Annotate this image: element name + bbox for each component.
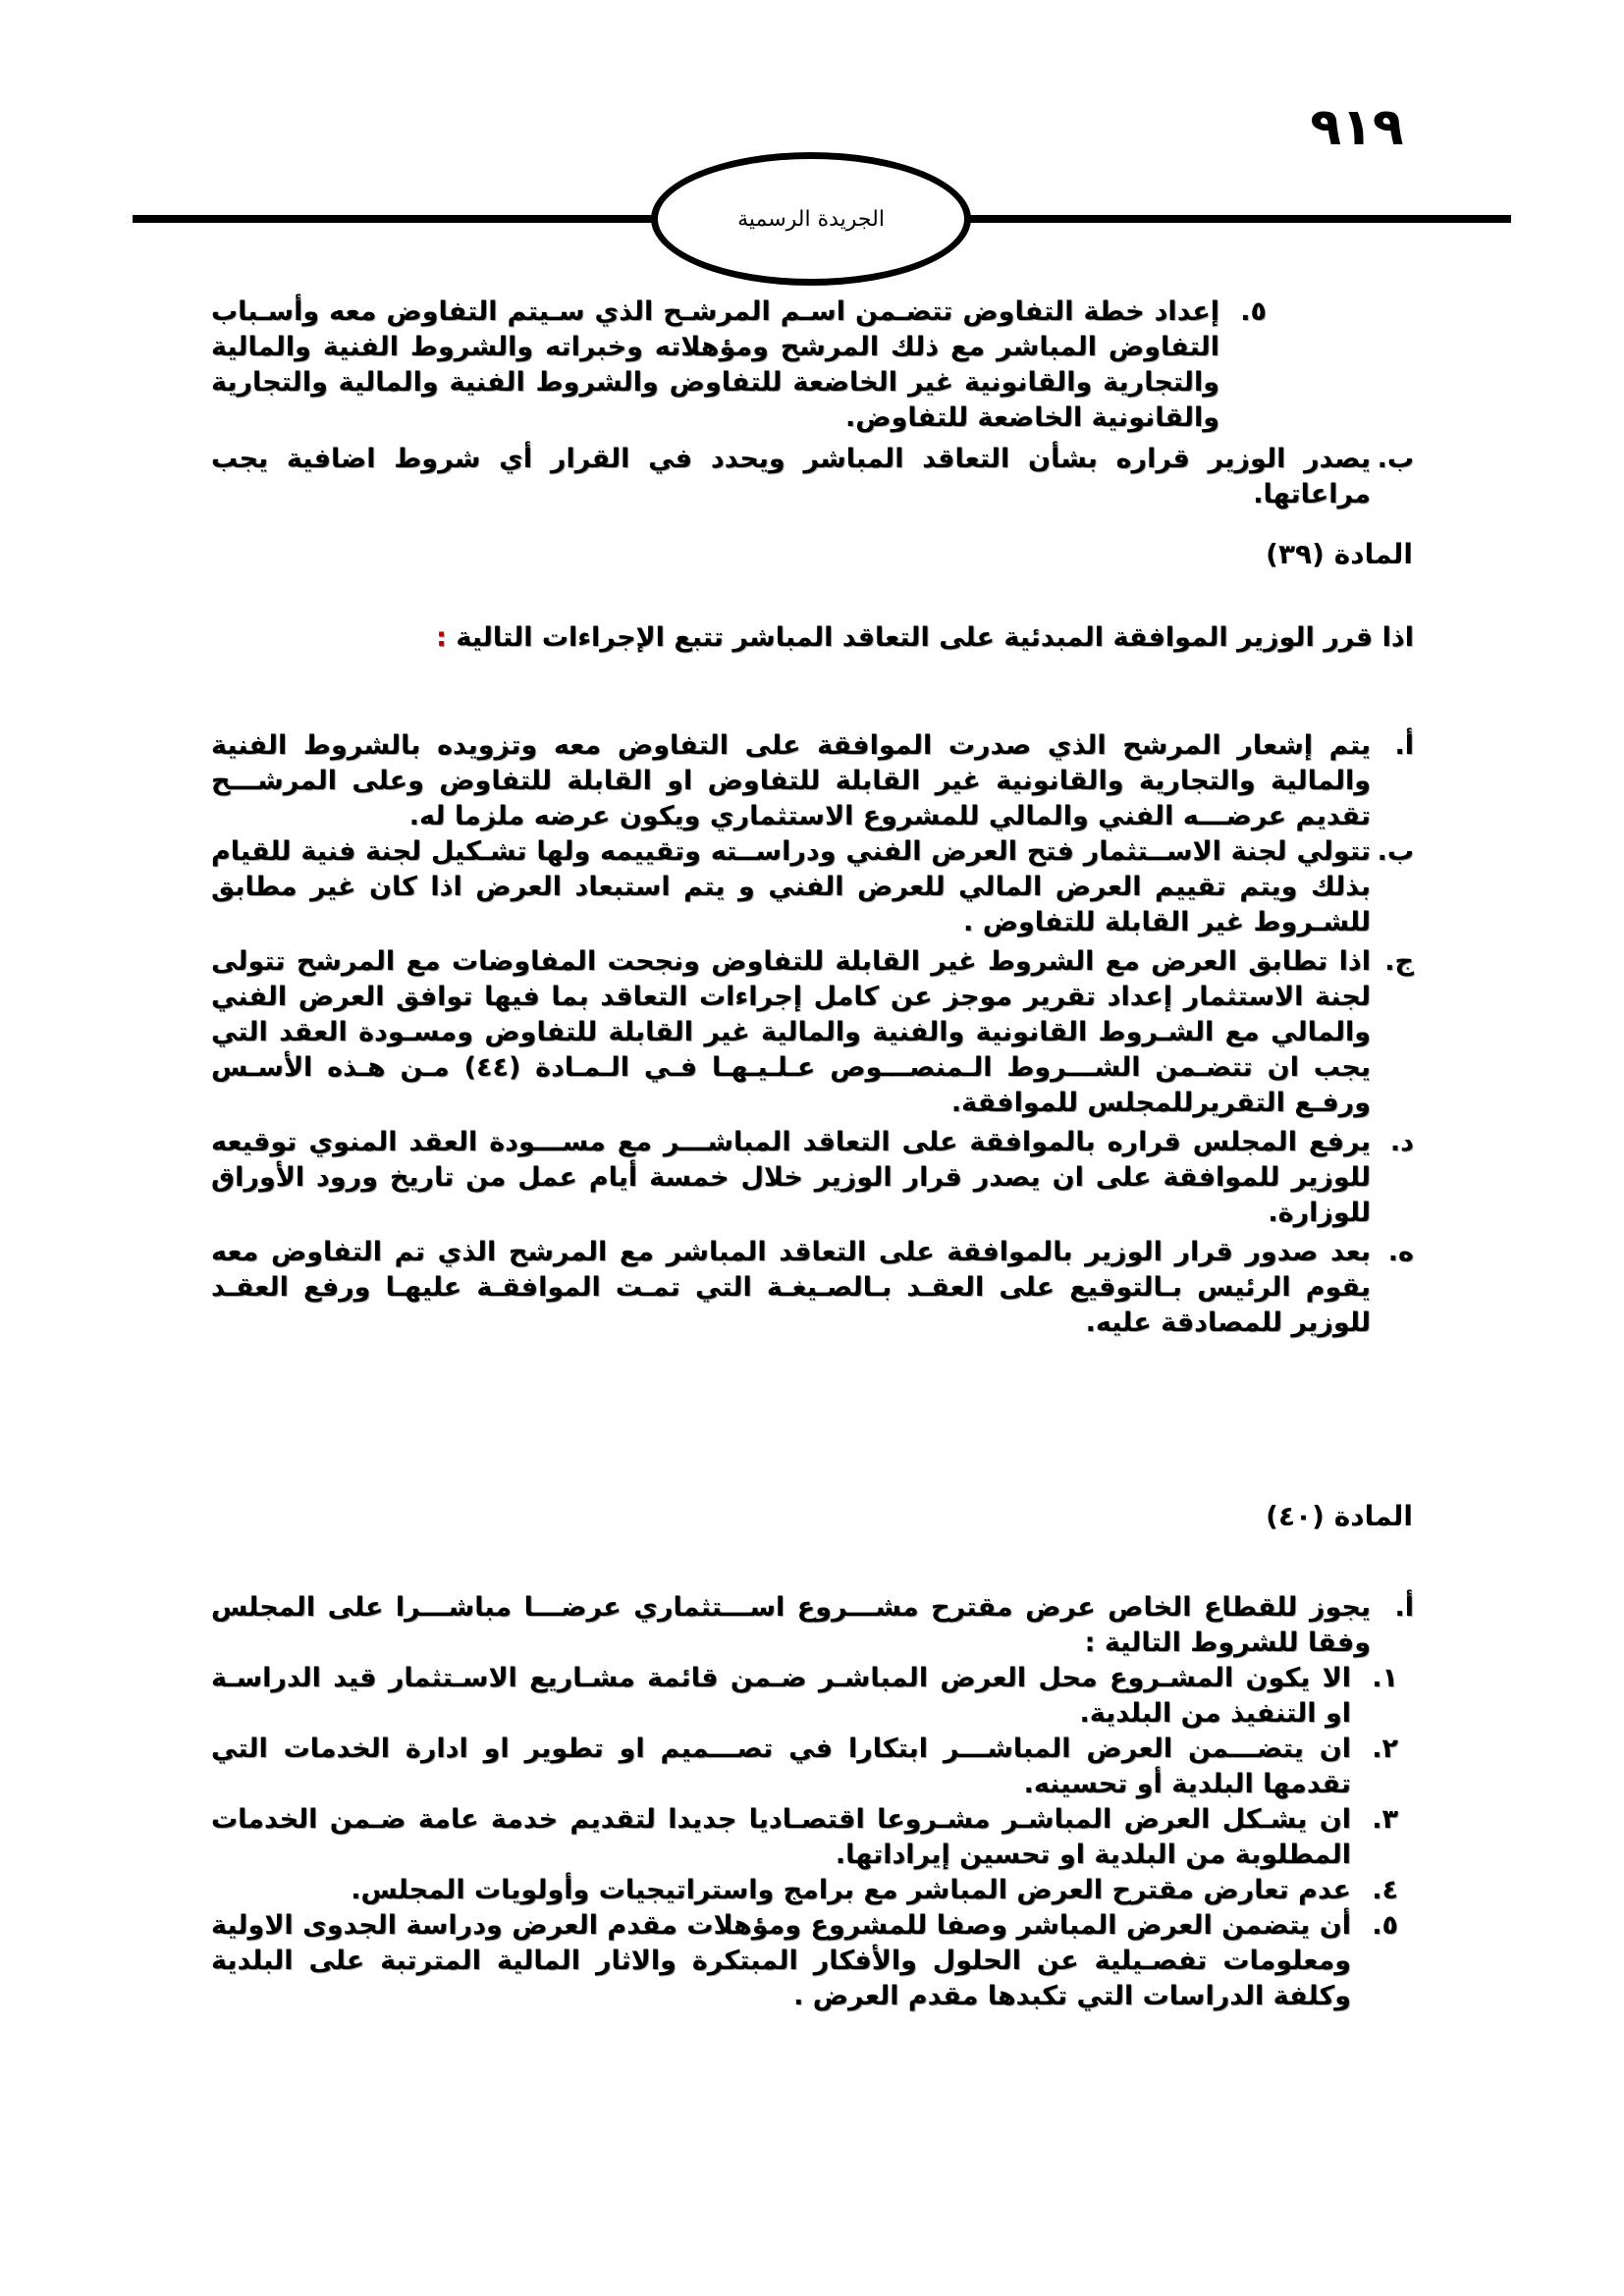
condition-item: [211, 1802, 1398, 1873]
list-item: [211, 1235, 1414, 1341]
page-number: ٩١٩: [1310, 98, 1404, 157]
intro-text: اذا قرر الوزير الموافقة المبدئية على التعاقد المباشر تتبع الإجراءات التالية: [456, 622, 1414, 653]
article-39-items: [211, 728, 1414, 1341]
item-text: اذا تطابق العرض مع الشروط غير القابلة للتفاوض ونجحت المفاوضات مع المرشح تتولى لجنة الاستثمار إعداد تقرير موجز عن كامل إجراءات التعاقد بما فيها توافق العرض الفني والمالي مع الشـروط القانونية والفنية والمالية غير القابلة للتفاوض ومسـودة العقد التي يجب ان تتضـمن الشـــروط الـمنصـــوص عـلـيـهـا فـي الـمـادة (٤٤) مـن هـذه الأسـس ورفـع التقريرللمجلس للموافقة.: [211, 946, 1371, 1118]
list-item: [211, 1590, 1414, 1661]
item-text: يتم إشعار المرشح الذي صدرت الموافقة على التفاوض معه وتزويده بالشروط الفنية والمالية والتجارية والقانونية غير القابلة للتفاوض او القابلة للتفاوض وعلى المرشـــح تقديم عرضـــه الفني والمالي للمشروع الاستثماري ويكون عرضه ملزما له.: [211, 730, 1371, 831]
item-text: الا يكون المشـروع محل العرض المباشـر ضـمن قائمة مشـاريع الاسـتثمار قيد الدراسـة او التنفيذ من البلدية.: [211, 1663, 1351, 1729]
item-marker: ٢.: [1372, 1734, 1398, 1764]
header-emblem-ellipse: [651, 152, 971, 286]
item-text: إعداد خطة التفاوض تتضـمن اسـم المرشـح الذي سـيتم التفاوض معه وأسـباب التفاوض المباشر مع ذلك المرشح ومؤهلاته وخبراته والشروط الفنية والمالية والتجارية والقانونية غير الخاضعة للتفاوض والشروط الفنية والمالية والتجارية والقانونية الخاضعة للتفاوض.: [211, 296, 1219, 433]
item-text: ان يتضـــمن العرض المباشـــر ابتكارا في تصـــميم او تطوير او ادارة الخدمات التي تقدمها البلدية أو تحسينه.: [211, 1734, 1351, 1799]
list-item: [211, 1125, 1414, 1231]
condition-item: [211, 1873, 1398, 1908]
list-item: [211, 728, 1414, 834]
item-marker: أ.: [1394, 730, 1414, 761]
item-text: تتولي لجنة الاســتثمار فتح العرض الفني ودراســته وتقييمه ولها تشـكيل لجنة فنية للقيام بذلك ويتم تقييم العرض المالي للعرض الفني و يتم استبعاد العرض اذا كان غير مطابق للشـروط غير القابلة للتفاوض .: [211, 836, 1371, 937]
item-text: يرفع المجلس قراره بالموافقة على التعاقد المباشـــر مع مســـودة العقد المنوي توقيعه للوزير للموافقة على ان يصدر قرار الوزير خلال خمسة أيام عمل من تاريخ ورود الأوراق للوزارة.: [211, 1127, 1371, 1228]
item-marker: أ.: [1394, 1592, 1414, 1623]
item-marker: ج.: [1384, 946, 1414, 977]
item-marker: ب.: [1377, 444, 1414, 474]
item-text: ان يشـكل العرض المباشـر مشـروعا اقتصـاديا جديدا لتقديم خدمة عامة ضـمن الخدمات المطلوبة من البلدية او تحسين إيراداتها.: [211, 1804, 1351, 1870]
item-marker: ب.: [1377, 836, 1414, 867]
list-item: [211, 834, 1414, 940]
item-marker: د.: [1389, 1127, 1414, 1157]
article-40-items: [211, 1590, 1414, 2014]
item-marker: ٥.: [1372, 1910, 1398, 1941]
item-text: يصدر الوزير قراره بشأن التعاقد المباشر ويحدد في القرار أي شروط اضافية يجب مراعاتها.: [211, 444, 1371, 509]
item-text: يجوز للقطاع الخاص عرض مقترح مشـــروع اســـتثماري عرضـــا مباشـــرا على المجلس وفقا للشروط التالية :: [211, 1592, 1371, 1658]
item-marker: ٣.: [1372, 1804, 1398, 1835]
item-marker: ٤.: [1372, 1875, 1398, 1905]
item-marker: ٥.: [1240, 296, 1267, 327]
condition-item: [211, 1661, 1398, 1732]
article-39-heading: المادة (٣٩): [1266, 538, 1413, 570]
conditions-list: [211, 1661, 1398, 2014]
item-marker: ه.: [1387, 1237, 1414, 1267]
item-text: بعد صدور قرار الوزير بالموافقة على التعاقد المباشر مع المرشح الذي تم التفاوض معه يقوم الرئيس بـالتوقيع على العقـد بـالصـيغـة التي تمـت الموافقـة عليهـا ورفع العقـد للوزير للمصادقة عليه.: [211, 1237, 1371, 1338]
condition-item: [211, 1908, 1398, 2014]
item-text: أن يتضمن العرض المباشر وصفا للمشروع ومؤهلات مقدم العرض ودراسة الجدوى الاولية ومعلومات تفصـيلية عن الحلول والأفكار المبتكرة والاثار المالية المترتبة على البلدية وكلفة الدراسات التي تكبدها مقدم العرض .: [211, 1910, 1351, 2011]
condition-item: [211, 1732, 1398, 1802]
continued-section: [211, 294, 1414, 512]
article-40-heading: المادة (٤٠): [1266, 1500, 1413, 1532]
list-item: [211, 294, 1267, 436]
list-item: [211, 442, 1414, 512]
intro-colon: :: [436, 622, 447, 653]
list-item: [211, 944, 1414, 1121]
item-marker: ١.: [1372, 1663, 1398, 1693]
item-text: عدم تعارض مقترح العرض المباشر مع برامج واستراتيجيات وأولويات المجلس.: [351, 1875, 1351, 1905]
publication-title: الجريدة الرسمية: [737, 206, 885, 232]
article-39-intro: [211, 620, 1414, 656]
